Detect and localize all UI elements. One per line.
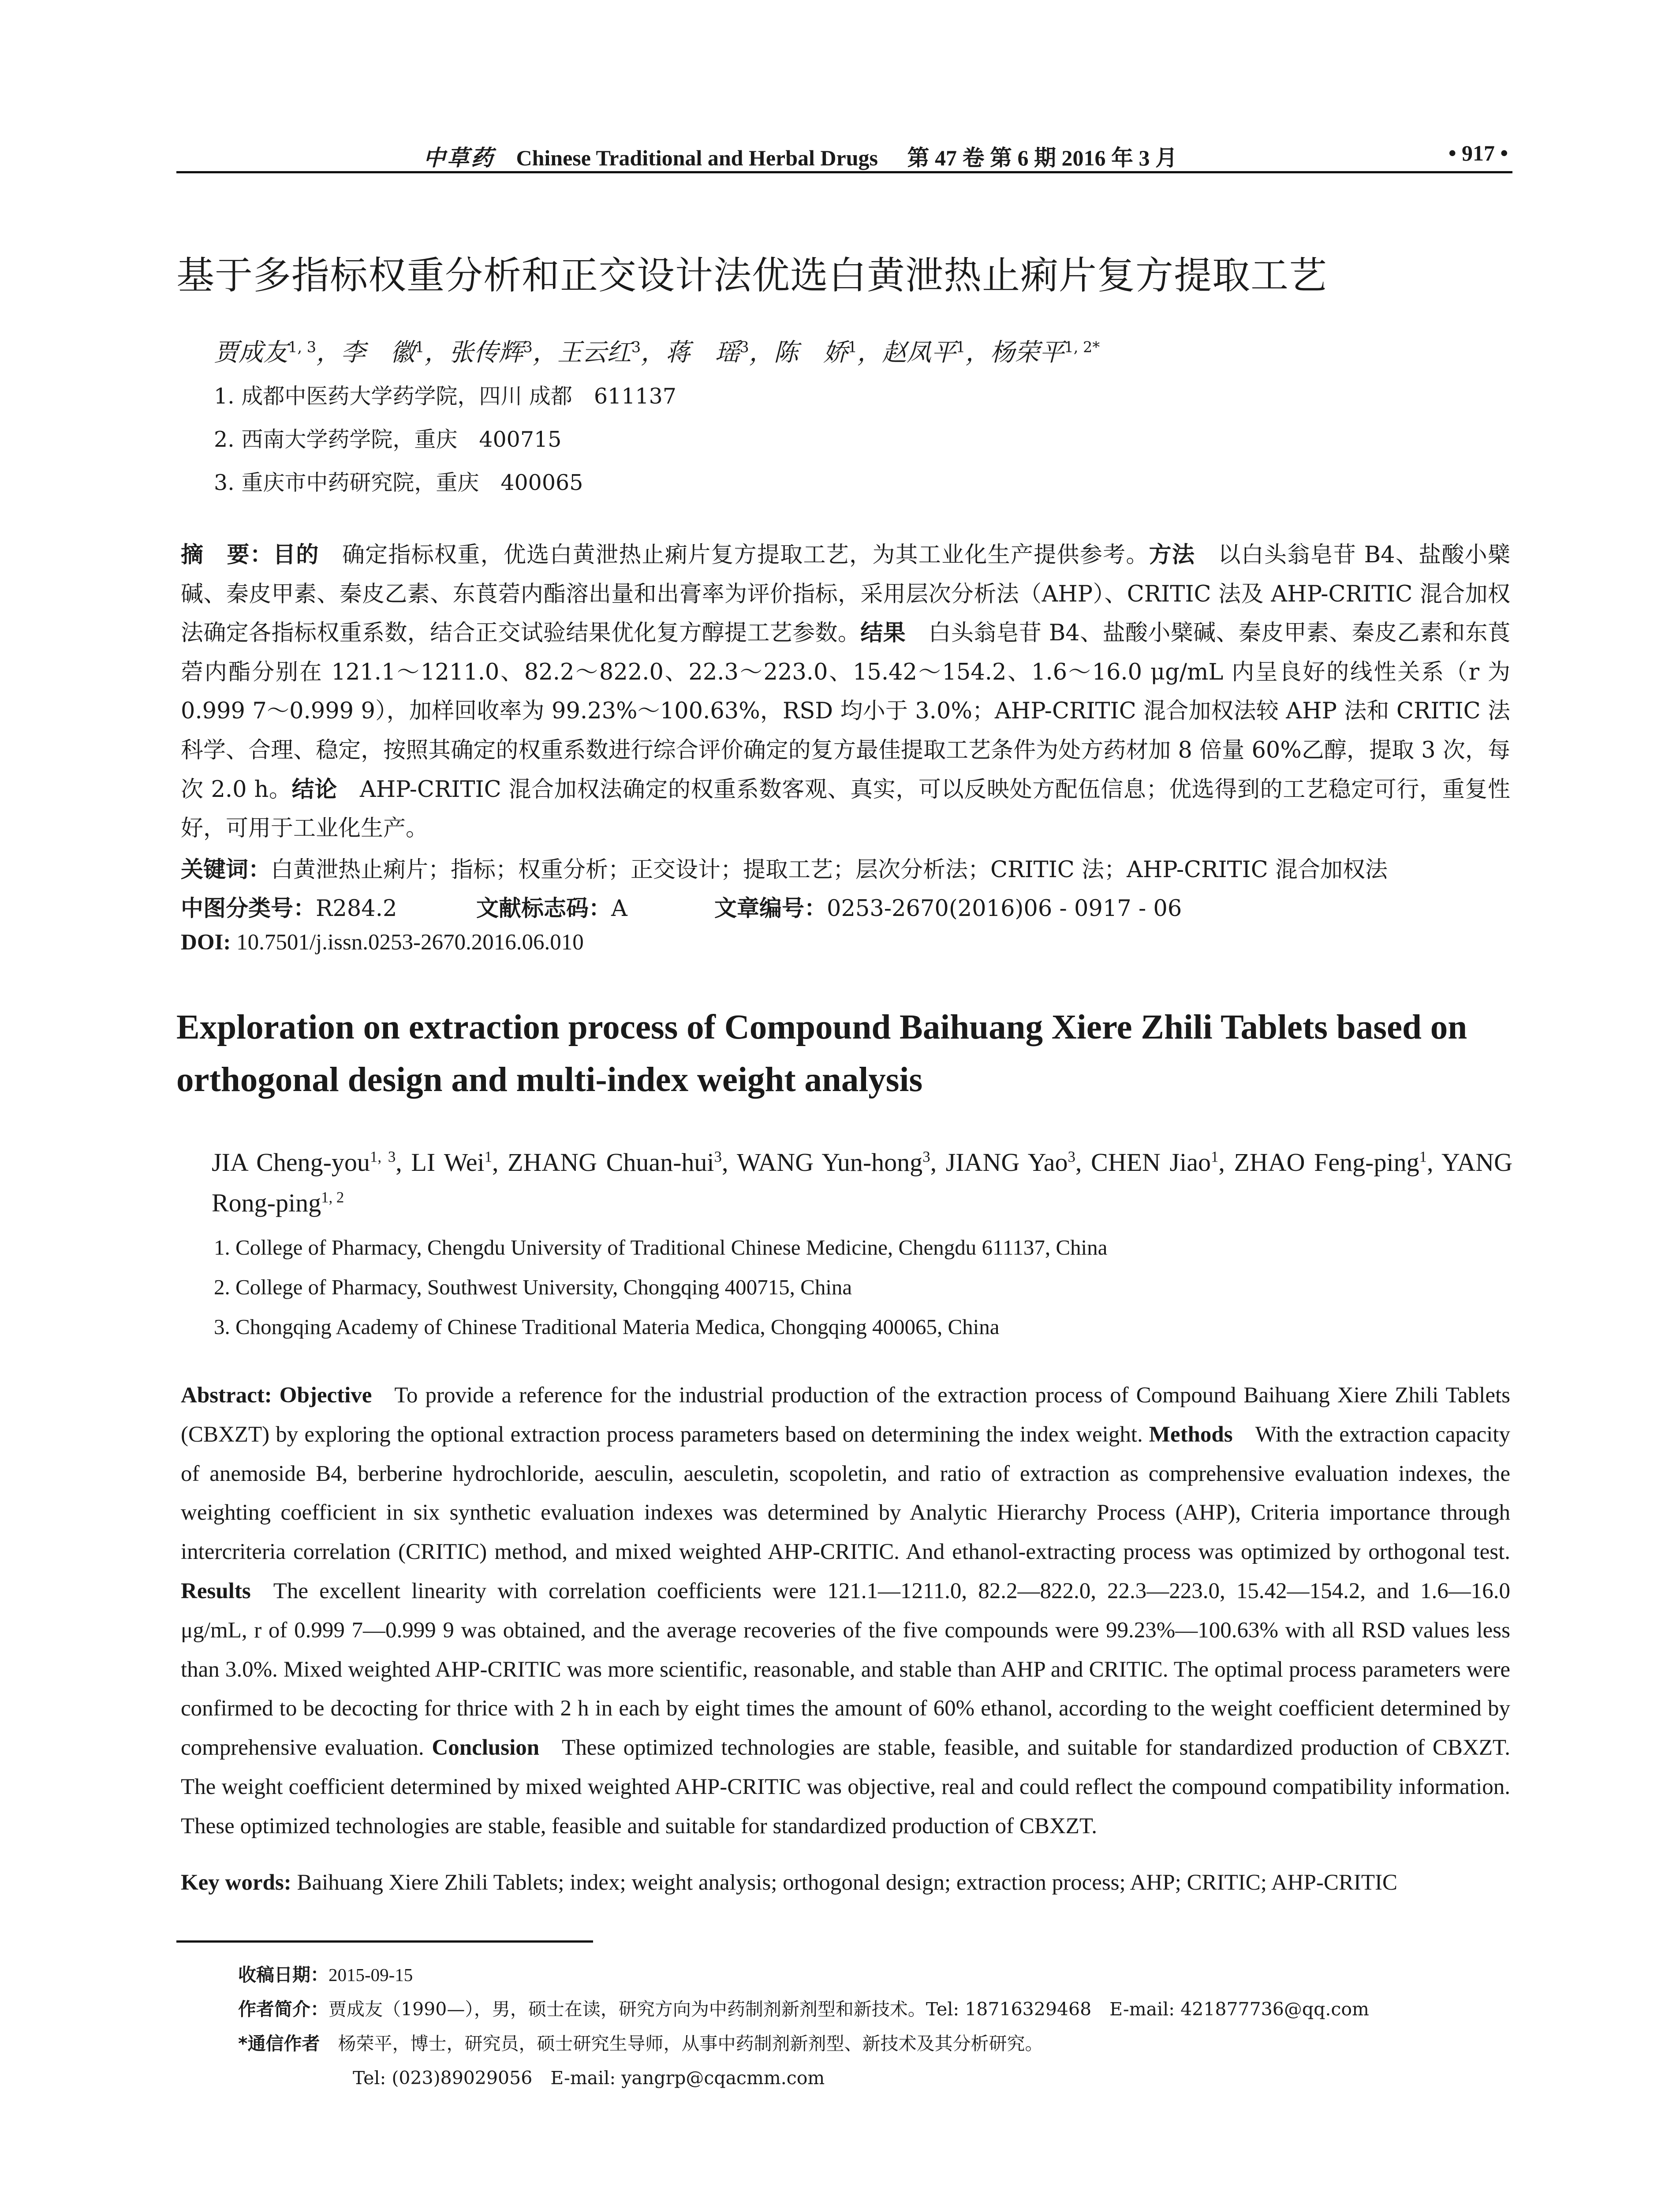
- author-bio: [238, 1995, 1369, 2021]
- cn-author-name: 李 徽: [341, 338, 415, 367]
- clc-value: R284.2: [316, 896, 397, 922]
- cn-author-affiliation-mark: 1, 2*: [1064, 338, 1100, 356]
- chinese-title: 基于多指标权重分析和正交设计法优选白黄泄热止痢片复方提取工艺: [176, 254, 1327, 298]
- en-author-name: JIANG Yao: [945, 1148, 1068, 1177]
- en-author: [737, 1148, 930, 1177]
- en-author-name: JIA Cheng-you: [212, 1148, 370, 1177]
- results-label: 结果: [860, 620, 906, 647]
- en-author-name: ZHANG Chuan-hui: [508, 1148, 714, 1177]
- en-author-affiliation-mark: 1: [484, 1148, 492, 1166]
- cn-author-affiliation-mark: 1: [847, 338, 857, 356]
- cn-author-name: 蒋 瑶: [665, 338, 740, 367]
- en-author-affiliation-mark: 3: [714, 1148, 722, 1166]
- en-author-name: LI Wei: [411, 1148, 485, 1177]
- en-author-affiliation-mark: 1: [1419, 1148, 1427, 1166]
- objective-label: 目的: [273, 542, 319, 568]
- english-affiliation-3: 3. Chongqing Academy of Chinese Traditional Materia Medica, Chongqing 400065, China: [214, 1315, 1000, 1339]
- english-author-list: JIA Cheng-you$^{1, 3}$, LI Wei$^1$, ZHANG Chuan-hui$^3$, WANG Yun-hong$^3$, JIANG Yao$^3$, CHEN Jiao$^1$, ZHAO Feng-ping$^1$, YANG Rong-ping$^{1, 2}$: [212, 1148, 1513, 1217]
- chinese-affiliation-3: 3. 重庆市中药研究院，重庆 400065: [214, 470, 583, 495]
- en-author-affiliation-mark: 3: [922, 1148, 930, 1166]
- abstract-label: 摘 要：: [181, 542, 273, 568]
- cn-author-name: 陈 娇: [773, 338, 848, 367]
- journal-info: [423, 140, 1177, 172]
- cn-author-name: 张传辉: [449, 338, 523, 367]
- conclusion-text: AHP-CRITIC 混合加权法确定的权重系数客观、真实，可以反映处方配伍信息；优选得到的工艺稳定可行，重复性好，可用于工业化生产。: [181, 776, 1510, 842]
- english-abstract: [181, 1376, 1510, 1846]
- document-code-label: 文献标志码：: [476, 896, 612, 922]
- running-header: [176, 140, 1512, 173]
- cn-author-affiliation-mark: 1, 3: [288, 338, 317, 356]
- received-value: 2015-09-15: [329, 1965, 413, 1985]
- en-author-name: ZHAO Feng-ping: [1234, 1148, 1419, 1177]
- en-author-affiliation-mark: 1, 3: [370, 1148, 396, 1166]
- english-title: Exploration on extraction process of Compound Baihuang Xiere Zhili Tablets based on orthogonal design and multi-index weight analysis: [176, 1008, 1467, 1099]
- en-author: [946, 1148, 1075, 1177]
- methods-text: 以白头翁皂苷 B4、盐酸小檗碱、秦皮甲素、秦皮乙素、东莨菪内酯溶出量和出膏率为评价指标，采用层次分析法（AHP）、CRITIC 法及 AHP-CRITIC 混合加权法确定各指标权重系数，结合正交试验结果优化复方醇提工艺参数。: [181, 542, 1510, 647]
- cn-author-name: 赵凤平: [881, 338, 956, 367]
- corresponding-author: [238, 2029, 1043, 2055]
- chinese-keywords: [181, 851, 1388, 884]
- page-number: • 917 •: [1448, 141, 1508, 165]
- conclusion-label: 结论: [291, 776, 337, 803]
- cn-author-name: 王云红: [557, 338, 631, 367]
- en-keywords-label: Key words:: [181, 1870, 291, 1895]
- results-text: 白头翁皂苷 B4、盐酸小檗碱、秦皮甲素、秦皮乙素和东莨菪内酯分别在 121.1～1211.0、82.2～822.0、22.3～223.0、15.42～154.2、1.6～16.0 μg/mL 内呈良好的线性关系（r 为 0.999 7～0.999 9），加样回收率为 99.23%～100.63%，RSD 均小于 3.0%；AHP-CRITIC 混合加权法较 AHP 法和 CRITIC 法科学、合理、稳定，按照其确定的权重系数进行综合评价确定的复方最佳提取工艺条件为处方药材加 8 倍量 60%乙醇，提取 3 次，每次 2.0 h。: [181, 620, 1510, 803]
- cn-author: [665, 338, 749, 367]
- cn-author: [449, 338, 532, 367]
- footnote-divider: [176, 1940, 593, 1943]
- chinese-affiliation-1: 1. 成都中医药大学药学院，四川 成都 611137: [214, 384, 676, 409]
- article-number-label: 文章编号：: [714, 896, 827, 922]
- en-author-affiliation-mark: 3: [1068, 1148, 1075, 1166]
- doi-label: DOI:: [181, 930, 231, 955]
- cn-author-affiliation-mark: 3: [523, 338, 533, 356]
- chinese-affiliation-2: 2. 西南大学药学院，重庆 400715: [214, 427, 562, 452]
- chinese-abstract: [181, 536, 1510, 848]
- author-bio-text: 贾成友（1990—），男，硕士在读，研究方向为中药制剂新剂型和新技术。Tel: 18716329468 E-mail: 421877736@qq.com: [329, 1999, 1369, 2020]
- article-number-item: [714, 890, 1182, 923]
- clc-label: 中图分类号：: [181, 896, 316, 922]
- en-results-text: The excellent linearity with correlation coefficients were 121.1—1211.0, 82.2—822.0, 22.3—223.0, 15.42—154.2, and 1.6—16.0 μg/mL, r of 0.999 7—0.999 9 was obtained, and the average recoveries of the five compounds were 99.23%—100.63% with all RSD values less than 3.0%. Mixed weighted AHP-CRITIC was more scientific, reasonable, and stable than AHP and CRITIC. The optimal process parameters were confirmed to be decocting for thrice with 2 h in each by eight times the amount of 60% ethanol, according to the weight coefficient determined by comprehensive evaluation.: [181, 1578, 1510, 1760]
- en-abstract-label: Abstract: Objective: [181, 1383, 372, 1408]
- cn-author: [990, 338, 1100, 367]
- corresponding-contact: Tel: (023)89029056 E-mail: yangrp@cqacmm.com: [353, 2067, 825, 2089]
- cn-author: [214, 338, 316, 367]
- cn-author: [341, 338, 424, 367]
- en-keywords-text: Baihuang Xiere Zhili Tablets; index; weight analysis; orthogonal design; extraction process; AHP; CRITIC; AHP-CRITIC: [297, 1870, 1398, 1895]
- corresponding-label: *通信作者: [238, 2033, 320, 2054]
- journal-english-name: Chinese Traditional and Herbal Drugs: [516, 146, 878, 170]
- english-keywords: [181, 1870, 1397, 1895]
- keywords-text: 白黄泄热止痢片；指标；权重分析；正交设计；提取工艺；层次分析法；CRITIC 法；AHP-CRITIC 混合加权法: [271, 857, 1388, 883]
- author-bio-label: 作者简介：: [238, 1999, 329, 2020]
- cn-author: [774, 338, 857, 367]
- received-label: 收稿日期：: [238, 1964, 329, 1985]
- keywords-label: 关键词：: [181, 857, 271, 883]
- en-author-affiliation-mark: 1: [1210, 1148, 1219, 1166]
- en-author-name: CHEN Jiao: [1091, 1148, 1211, 1177]
- english-affiliation-1: 1. College of Pharmacy, Chengdu University of Traditional Chinese Medicine, Chengdu 611137, China: [214, 1235, 1108, 1259]
- en-author: [212, 1148, 396, 1177]
- en-author: [1091, 1148, 1218, 1177]
- corresponding-text: 杨荣平，博士，研究员，硕士研究生导师，从事中药制剂新剂型、新技术及其分析研究。: [338, 2033, 1043, 2054]
- doi-line: [181, 930, 584, 955]
- en-results-label: Results: [181, 1578, 251, 1603]
- en-objective-text: To provide a reference for the industrial production of the extraction process of Compound Baihuang Xiere Zhili Tablets (CBXZT) by exploring the optional extraction process parameters based on determining the index weight.: [181, 1383, 1510, 1447]
- cn-author-affiliation-mark: 3: [739, 338, 749, 356]
- en-author-affiliation-mark: 1, 2: [321, 1188, 344, 1206]
- en-author-name: WANG Yun-hong: [737, 1148, 923, 1177]
- cn-author-affiliation-mark: 3: [631, 338, 641, 356]
- en-author-name: YANG Rong-ping: [212, 1148, 1513, 1217]
- clc-item: [181, 890, 476, 923]
- doi-link[interactable]: 10.7501/j.issn.0253-2670.2016.06.010: [236, 930, 584, 955]
- en-conclusion-label: Conclusion: [432, 1735, 540, 1760]
- cn-author-name: 贾成友: [214, 338, 288, 367]
- objective-text: 确定指标权重，优选白黄泄热止痢片复方提取工艺，为其工业化生产提供参考。: [341, 542, 1149, 568]
- en-conclusion-text: These optimized technologies are stable, feasible, and suitable for standardized production of CBXZT. The weight coefficient determined by mixed weighted AHP-CRITIC was objective, real and could reflect the compound compatibility information. These optimized technologies are stable, feasible and suitable for standardized production of CBXZT.: [181, 1735, 1510, 1839]
- cn-author: [557, 338, 641, 367]
- en-author: [1234, 1148, 1427, 1177]
- received-date: [238, 1960, 413, 1986]
- methods-label: 方法: [1149, 542, 1195, 568]
- issue-info: 第 47 卷 第 6 期 2016 年 3 月: [907, 146, 1177, 170]
- en-methods-text: With the extraction capacity of anemoside B4, berberine hydrochloride, aesculin, aesculetin, scopoletin, and ratio of extraction as comprehensive evaluation indexes, the weighting coefficient in six synthetic evaluation indexes was determined by Analytic Hierarchy Process (AHP), Criteria importance through intercriteria correlation (CRITIC) method, and mixed weighted AHP-CRITIC. And ethanol-extracting process was optimized by orthogonal test.: [181, 1422, 1510, 1565]
- journal-logo: 中草药: [423, 145, 495, 171]
- cn-author-name: 杨荣平: [990, 338, 1064, 367]
- english-affiliation-2: 2. College of Pharmacy, Southwest University, Chongqing 400715, China: [214, 1275, 852, 1299]
- cn-author-affiliation-mark: 1: [956, 338, 966, 356]
- en-author: [508, 1148, 722, 1177]
- cn-author-affiliation-mark: 1: [415, 338, 425, 356]
- en-methods-label: Methods: [1149, 1422, 1233, 1447]
- classification-row: [181, 890, 1182, 923]
- document-code-item: [476, 890, 714, 923]
- chinese-author-list: 贾成友$^{1, 3}$，李 徽$^1$，张传辉$^3$，王云红$^3$，蒋 瑶$^3$，陈 娇$^1$，赵凤平$^1$，杨荣平$^{1, 2*}$: [214, 338, 1100, 367]
- cn-author: [882, 338, 965, 367]
- article-number-value: 0253-2670(2016)06 - 0917 - 06: [827, 896, 1182, 922]
- document-code-value: A: [611, 896, 627, 922]
- en-author: [411, 1148, 492, 1177]
